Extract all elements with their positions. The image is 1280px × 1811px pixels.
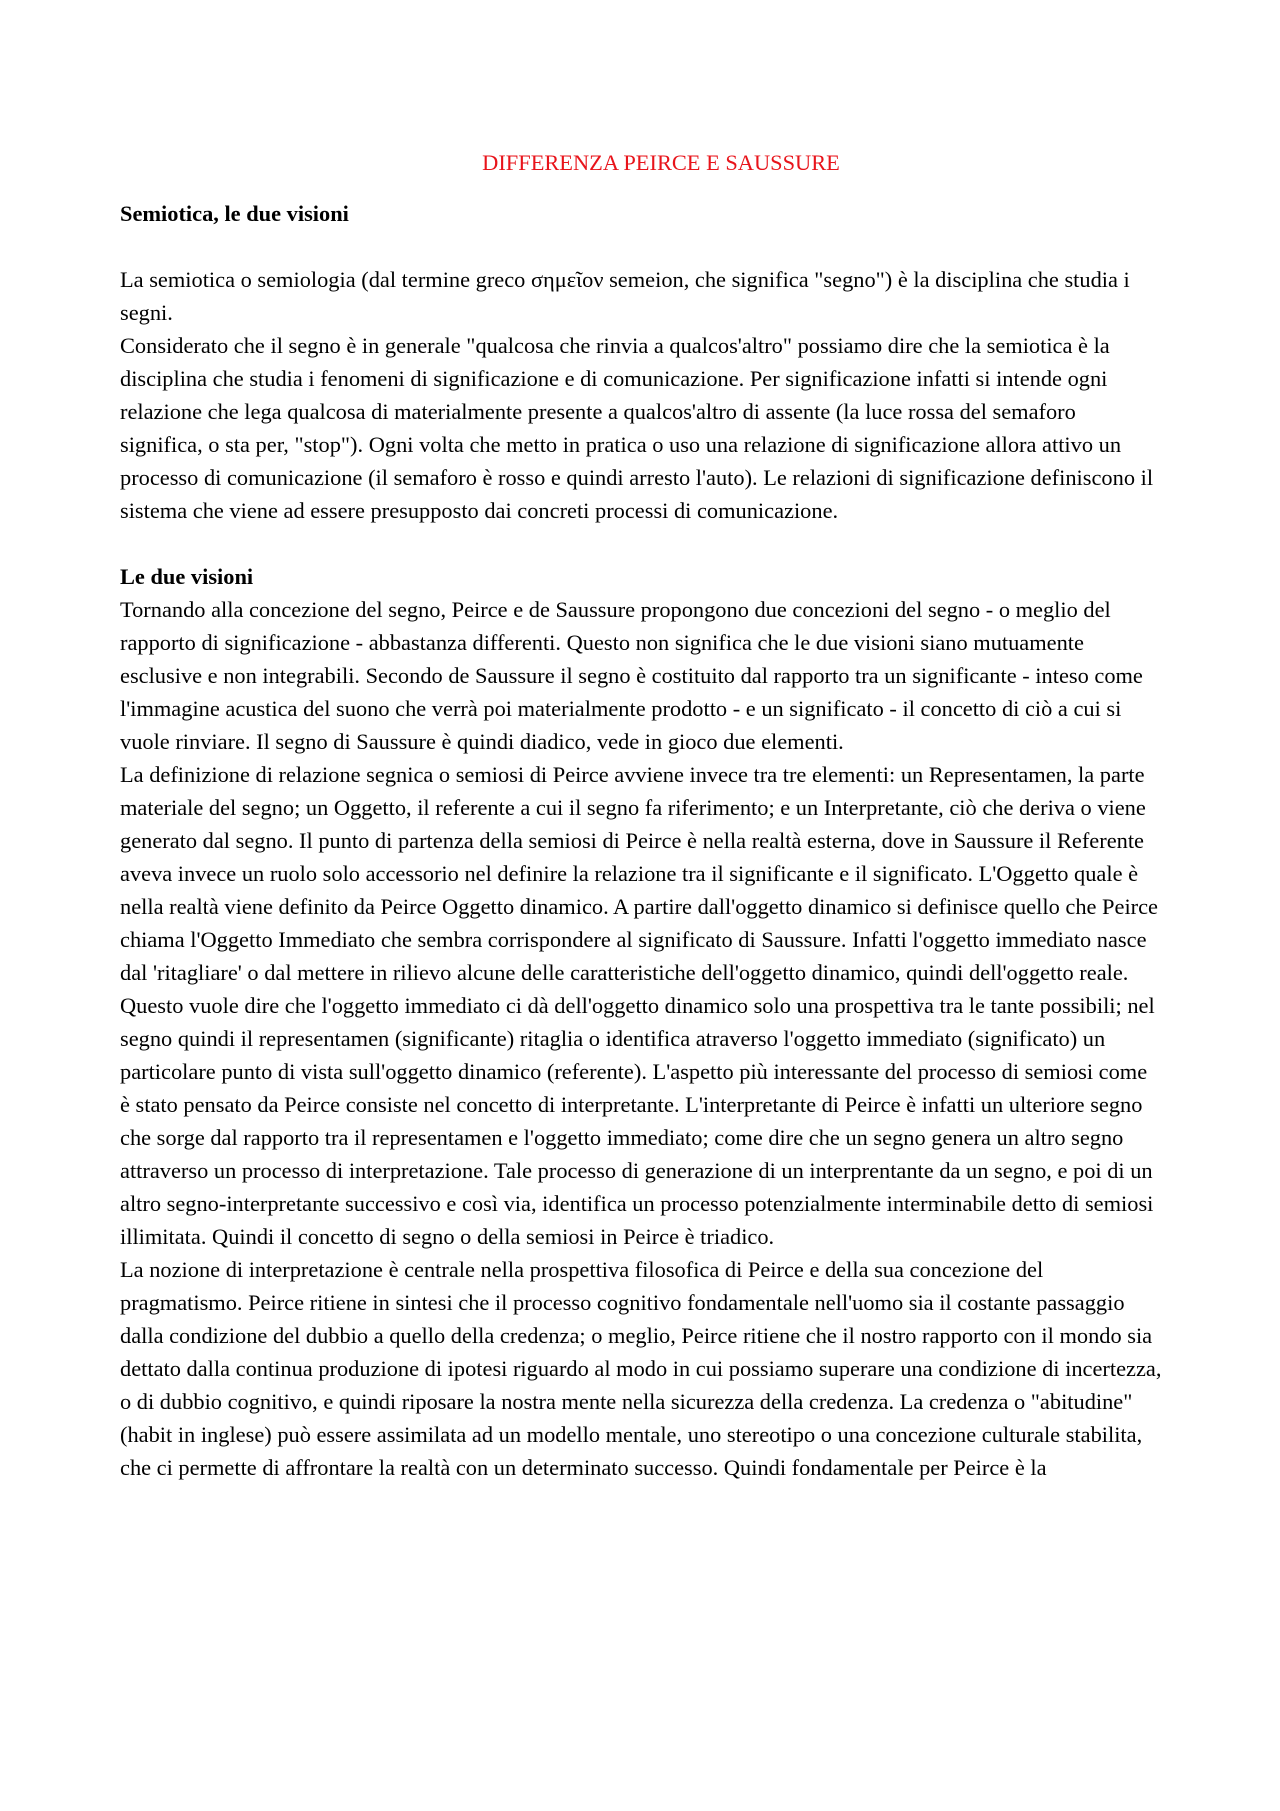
paragraph-semiotica-definition: La semiotica o semiologia (dal termine greco σημεῖον semeion, che significa "segno") è la disciplina che studia i segni. xyxy=(120,267,1130,325)
paragraph-gap xyxy=(120,527,1162,560)
paragraph-peirce-semiosis: La definizione di relazione segnica o semiosi di Peirce avviene invece tra tre elementi: un Representamen, la parte materiale del segno; un Oggetto, il referente a cui il segno fa riferimento; e un Interpretante, ciò che deriva o viene generato dal segno. Il punto di partenza della semiosi di Peirce è nella realtà esterna, dove in Saussure il Referente aveva invece un ruolo solo accessorio nel definire la relazione tra il significante e il significato. L'Oggetto quale è nella realtà viene definito da Peirce Oggetto dinamico. A partire dall'oggetto dinamico si definisce quello che Peirce chiama l'Oggetto Immediato che sembra corrispondere al significato di Saussure. Infatti l'oggetto immediato nasce dal 'ritagliare' o dal mettere in rilievo alcune delle caratteristiche dell'oggetto dinamico, quindi dell'oggetto reale. Questo vuole dire che l'oggetto immediato ci dà dell'oggetto dinamico solo una prospettiva tra le tante possibili; nel segno quindi il representamen (significante) ritaglia o identifica atraverso l'oggetto immediato (significato) un particolare punto di vista sull'oggetto dinamico (referente). L'aspetto più interessante del processo di semiosi come è stato pensato da Peirce consiste nel concetto di interpretante. L'interpretante di Peirce è infatti un ulteriore segno che sorge dal rapporto tra il representamen e l'oggetto immediato; come dire che un segno genera un altro segno attraverso un processo di interpretazione. Tale processo di generazione di un interprentante da un segno, e poi di un altro segno-interpretante successivo e così via, identifica un processo potenzialmente interminabile detto di semiosi illimitata. Quindi il concetto di segno o della semiosi in Peirce è triadico. xyxy=(120,762,1158,1249)
paragraph-saussure-sign: Tornando alla concezione del segno, Peirce e de Saussure propongono due concezioni del segno - o meglio del rapporto di significazione - abbastanza differenti. Questo non significa che le due visioni siano mutuamente esclusive e non integrabili. Secondo de Saussure il segno è costituito dal rapporto tra un significante - inteso come l'immagine acustica del suono che verrà poi materialmente prodotto - e un significato - il concetto di ciò a cui si vuole rinviare. Il segno di Saussure è quindi diadico, vede in gioco due elementi. xyxy=(120,597,1143,754)
document-body xyxy=(120,146,1162,1484)
section-heading-semiotica: Semiotica, le due visioni xyxy=(120,201,349,226)
paragraph-peirce-interpretation: La nozione di interpretazione è centrale nella prospettiva filosofica di Peirce e della sua concezione del pragmatismo. Peirce ritiene in sintesi che il processo cognitivo fondamentale nell'uomo sia il costante passaggio dalla condizione del dubbio a quello della credenza; o meglio, Peirce ritiene che il nostro rapporto con il mondo sia dettato dalla continua produzione di ipotesi riguardo al modo in cui possiamo superare una condizione di incertezza, o di dubbio cognitivo, e quindi riposare la nostra mente nella sicurezza della credenza. La credenza o "abitudine" (habit in inglese) può essere assimilata ad un modello mentale, uno stereotipo o una concezione culturale stabilita, che ci permette di affrontare la realtà con un determinato successo. Quindi fondamentale per Peirce è la xyxy=(120,1257,1162,1480)
paragraph-semiotica-significazione: Considerato che il segno è in generale "qualcosa che rinvia a qualcos'altro" possiamo dire che la semiotica è la disciplina che studia i fenomeni di significazione e di comunicazione. Per significazione infatti si intende ogni relazione che lega qualcosa di materialmente presente a qualcos'altro di assente (la luce rossa del semaforo significa, o sta per, "stop"). Ogni volta che metto in pratica o uso una relazione di significazione allora attivo un processo di comunicazione (il semaforo è rosso e quindi arresto l'auto). Le relazioni di significazione definiscono il sistema che viene ad essere presupposto dai concreti processi di comunicazione. xyxy=(120,333,1154,523)
section-heading-due-visioni: Le due visioni xyxy=(120,564,254,589)
document-title: DIFFERENZA PEIRCE E SAUSSURE xyxy=(482,150,840,175)
